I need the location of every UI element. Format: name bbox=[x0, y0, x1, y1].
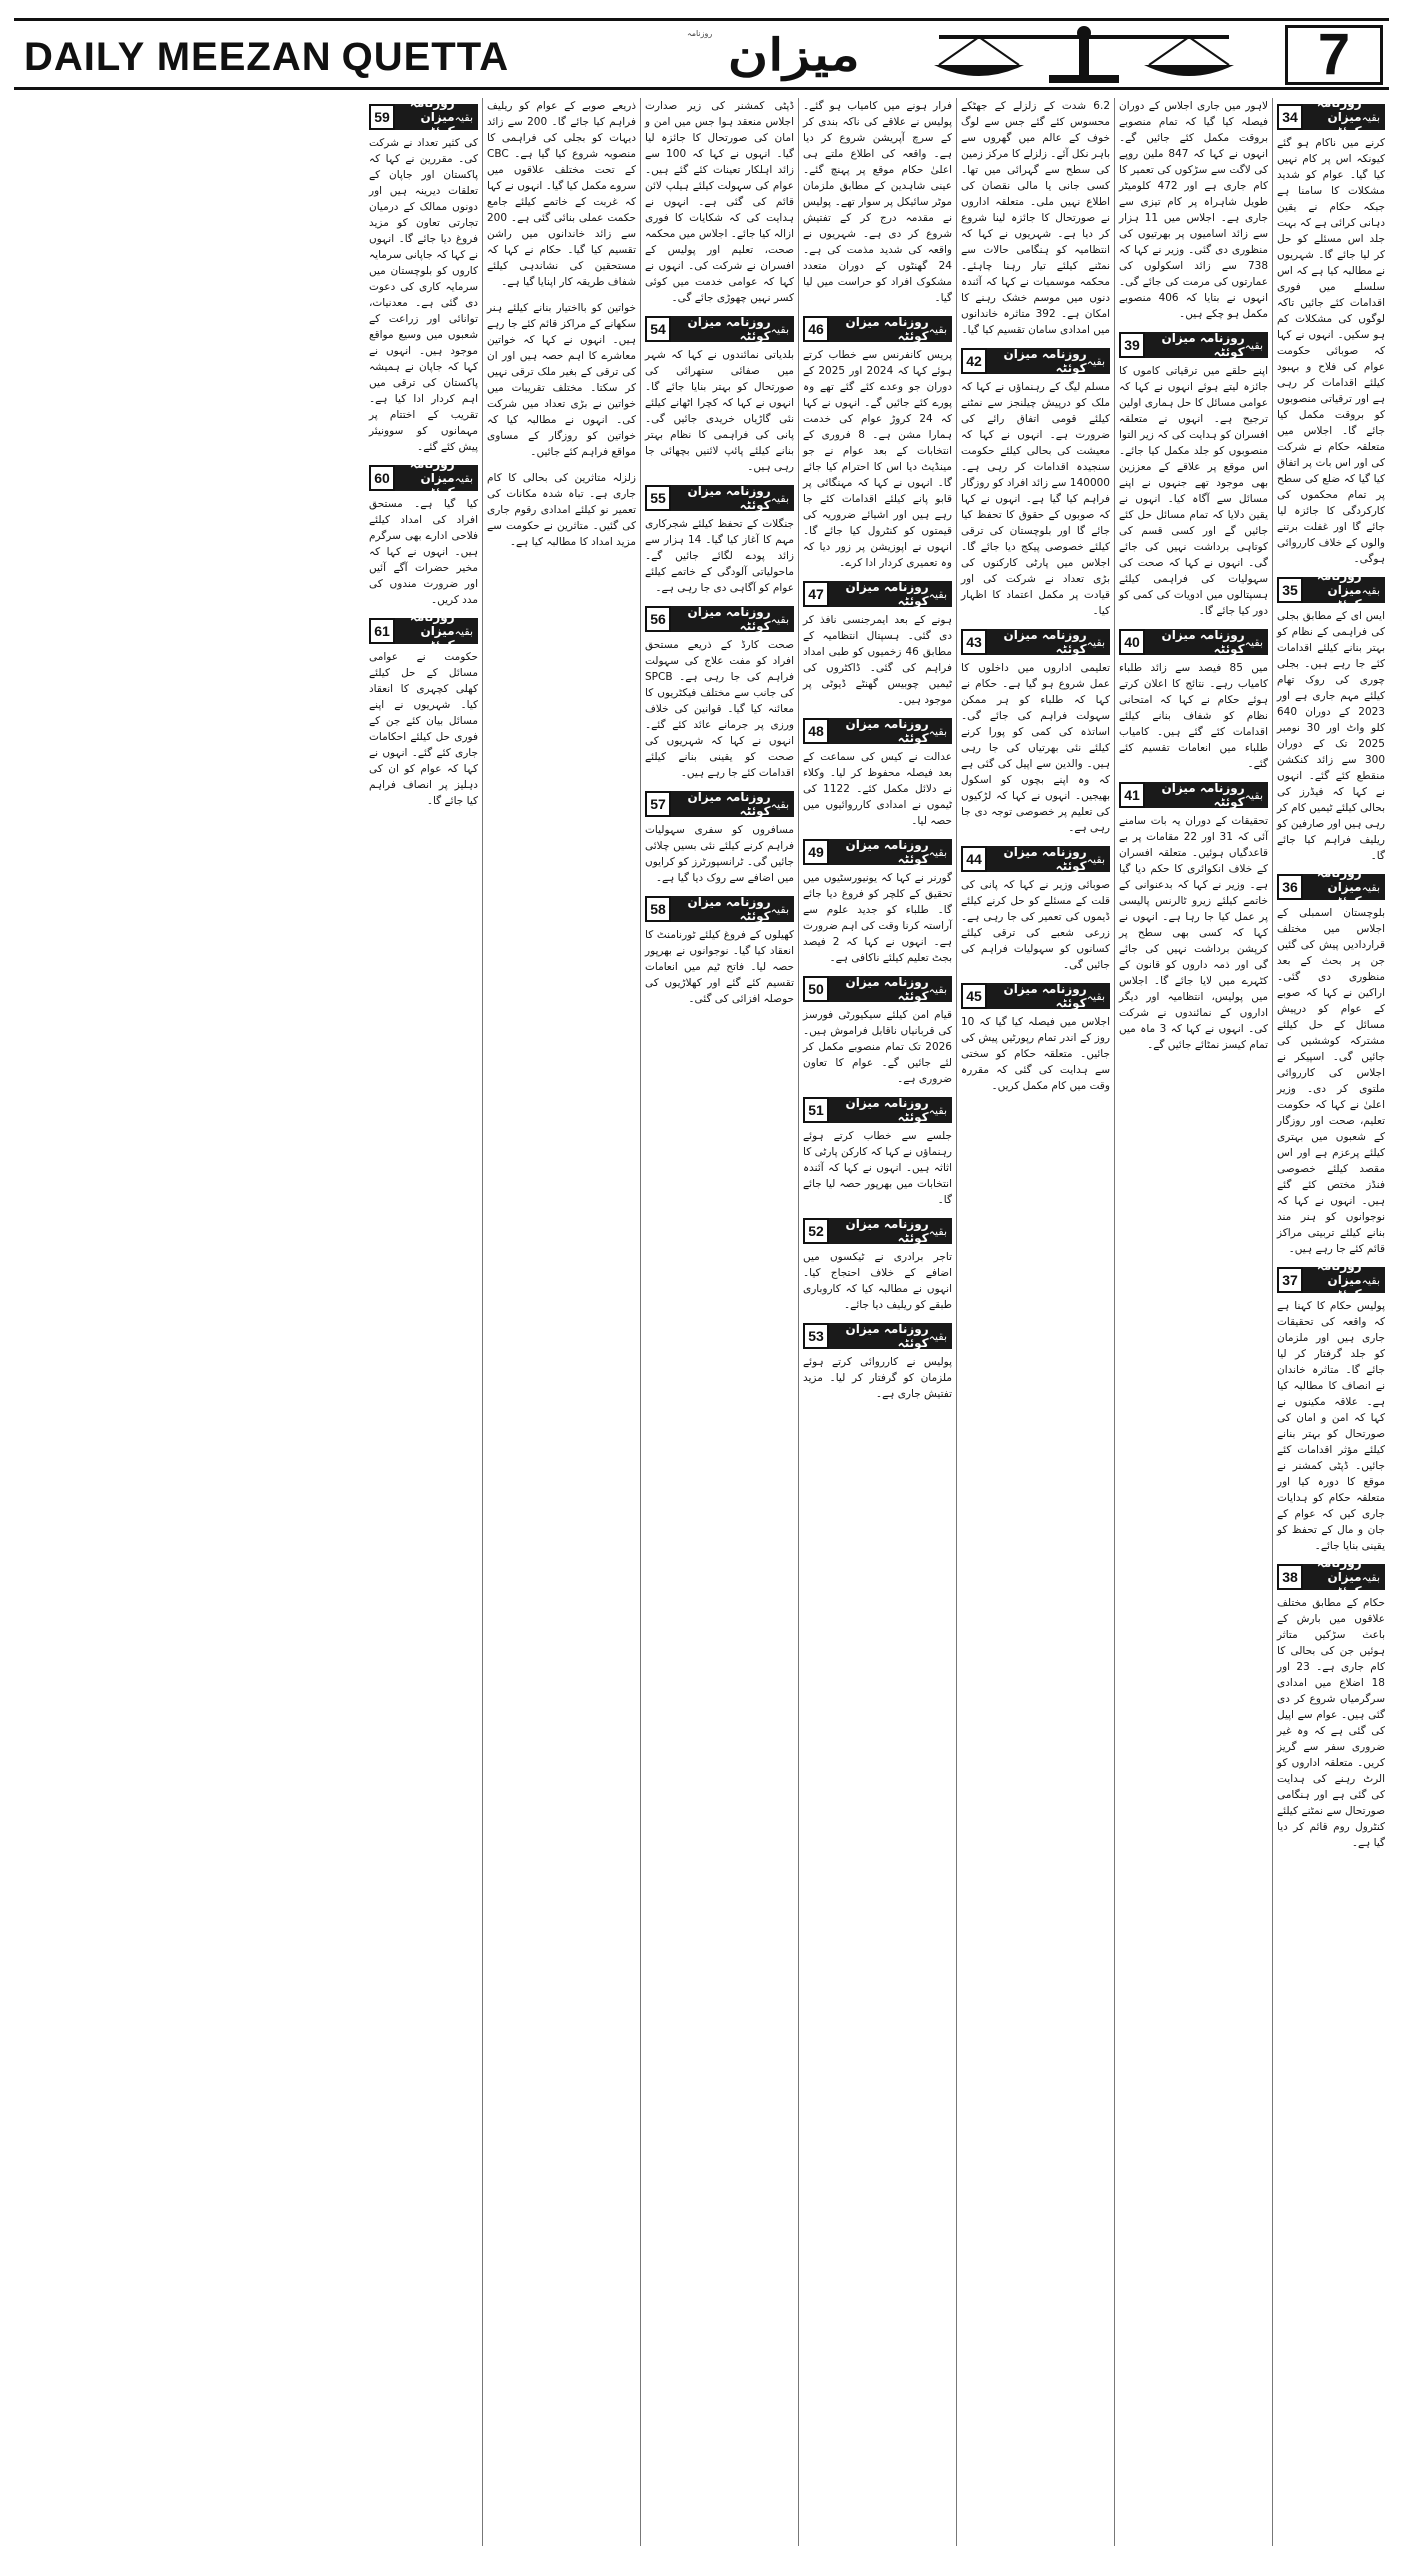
story-heading bbox=[803, 1097, 952, 1123]
story-kicker-label: بقیہ bbox=[1361, 1570, 1380, 1584]
story-kicker bbox=[395, 457, 478, 499]
story-source: روزنامہ میزان کوئٹہ bbox=[409, 457, 455, 499]
story-source: روزنامہ میزان کوئٹہ bbox=[409, 610, 455, 652]
story-number: 38 bbox=[1277, 1564, 1303, 1590]
story-body: قیام امن کیلئے سیکیورٹی فورسز کی قربانیاں ناقابل فراموش ہیں۔ 2026 تک تمام منصوبے مکمل کر لئے جائیں گے۔ عوام کا تعاون ضروری ہے۔ bbox=[803, 1009, 952, 1085]
meezan-logo bbox=[669, 27, 919, 85]
story-number: 57 bbox=[645, 791, 671, 817]
story-source: روزنامہ میزان کوئٹہ bbox=[845, 315, 929, 343]
newspaper-title: DAILY MEEZAN bbox=[24, 35, 332, 79]
story-source: روزنامہ میزان کوئٹہ bbox=[687, 315, 771, 343]
story-source: روزنامہ میزان کوئٹہ bbox=[1003, 347, 1087, 375]
story-kicker-label: بقیہ bbox=[1244, 635, 1263, 649]
story-number: 47 bbox=[803, 581, 829, 607]
news-story bbox=[1277, 1259, 1385, 1554]
story-kicker-label: بقیہ bbox=[454, 624, 473, 638]
story-kicker bbox=[1303, 98, 1385, 138]
story-heading bbox=[803, 1218, 952, 1244]
news-story bbox=[1119, 782, 1268, 1053]
story-kicker bbox=[829, 1323, 952, 1349]
story-heading bbox=[1119, 629, 1268, 655]
news-story bbox=[487, 470, 636, 550]
story-body: صحت کارڈ کے ذریعے مستحق افراد کو مفت علاج کی سہولت فراہم کی جا رہی ہے۔ SPCB کی جانب سے مختلف فیکٹریوں کا معائنہ کیا گیا۔ قوانین کی خلاف ورزی پر جرمانے عائد کئے گئے۔ انہوں نے کہا کہ شہریوں کی صحت کو یقینی بنانے کیلئے اقدامات کئے جا رہے ہیں۔ bbox=[645, 639, 794, 779]
story-kicker bbox=[395, 610, 478, 652]
story-kicker-label: بقیہ bbox=[928, 845, 947, 859]
news-story bbox=[803, 839, 952, 966]
story-body: تاجر برادری نے ٹیکسوں میں اضافے کے خلاف احتجاج کیا۔ انہوں نے مطالبہ کیا کہ کاروباری طبقے کو ریلیف دیا جائے۔ bbox=[803, 1251, 952, 1311]
story-number: 41 bbox=[1119, 782, 1145, 808]
story-kicker bbox=[987, 629, 1110, 655]
news-story bbox=[961, 629, 1110, 836]
story-heading bbox=[961, 348, 1110, 374]
story-heading bbox=[1119, 782, 1268, 808]
story-body: فرار ہونے میں کامیاب ہو گئے۔ پولیس نے علاقے کی ناکہ بندی کر کے سرچ آپریشن شروع کر دیا ہے۔ واقعہ کی اطلاع ملتے ہی اعلیٰ حکام موقع پر پہنچ گئے۔ عینی شاہدین کے مطابق ملزمان موٹر سائیکل پر سوار تھے۔ پولیس نے مقدمہ درج کر کے تفتیش شروع کر دی ہے۔ شہریوں نے واقعہ کی شدید مذمت کی ہے۔ 24 گھنٹوں کے دوران متعدد مشکوک افراد کو حراست میں لیا گیا۔ bbox=[803, 100, 952, 304]
story-number: 59 bbox=[369, 104, 395, 130]
story-kicker bbox=[1145, 782, 1268, 808]
story-heading bbox=[369, 98, 478, 138]
story-body: پولیس حکام کا کہنا ہے کہ واقعہ کی تحقیقات جاری ہیں اور ملزمان کو جلد گرفتار کر لیا جائے گا۔ متاثرہ خاندان نے انصاف کا مطالبہ کیا ہے۔ علاقہ مکینوں نے کہا کہ امن و امان کی صورتحال کو بہتر بنانے کیلئے مؤثر اقدامات کئے جائیں۔ ڈپٹی کمشنر نے موقع کا دورہ کیا اور متعلقہ حکام کو ہدایات جاری کیں کہ عوام کے جان و مال کے تحفظ کو یقینی بنایا جائے۔ bbox=[1277, 1300, 1385, 1552]
story-heading bbox=[803, 581, 952, 607]
story-body: اپنے حلقے میں ترقیاتی کاموں کا جائزہ لیتے ہوئے انہوں نے کہا کہ عوامی مسائل کا حل ہماری اولین ترجیح ہے۔ انہوں نے متعلقہ افسران کو ہدایت کی کہ زیر التوا منصوبوں کو جلد مکمل کیا جائے۔ اس موقع پر علاقے کے معززین بھی موجود تھے جنہوں نے اپنے مسائل سے آگاہ کیا۔ انہوں نے یقین دلایا کہ تمام مسائل حل کئے جائیں گے اور کسی قسم کی کوتاہی برداشت نہیں کی جائے گی۔ انہوں نے کہا کہ صحت کی سہولیات کی فراہمی کیلئے ہسپتالوں میں ادویات کی کمی کو دور کیا جائے گا۔ bbox=[1119, 365, 1268, 617]
news-story bbox=[803, 1097, 952, 1208]
news-story bbox=[645, 606, 794, 781]
news-story bbox=[487, 98, 636, 290]
story-heading bbox=[961, 846, 1110, 872]
story-body: ایس ای کے مطابق بجلی کی فراہمی کے نظام کو بہتر بنانے کیلئے اقدامات کئے جا رہے ہیں۔ بجلی چوری کی روک تھام کیلئے مہم جاری ہے اور 2023 کے دوران 640 کلو واٹ اور 30 نومبر 2025 تک کے دوران 300 سے زائد کنکشن منقطع کئے گئے۔ انہوں نے کہا کہ فیڈرز کی بحالی کیلئے ٹیمیں کام کر رہی ہیں اور صارفین کو ریلیف فراہم کیا جائے گا۔ bbox=[1277, 610, 1385, 862]
story-source: روزنامہ میزان کوئٹہ bbox=[1316, 569, 1362, 611]
story-body: کی کثیر تعداد نے شرکت کی۔ مقررین نے کہا کہ پاکستان اور جاپان کے تعلقات دیرینہ ہیں اور دونوں ممالک کے درمیان تجارتی تعاون کو مزید فروغ دیا جائے گا۔ انہوں نے کہا کہ جاپانی سرمایہ کاروں کو بلوچستان میں سرمایہ کاری کی دعوت دی گئی ہے۔ معدنیات، توانائی اور زراعت کے شعبوں میں وسیع مواقع موجود ہیں۔ انہوں نے کہا کہ جاپان نے ہمیشہ پاکستان کی ترقی میں اہم کردار ادا کیا ہے۔ تقریب کے اختتام پر مہمانوں کو سوونیئر پیش کئے گئے۔ bbox=[369, 137, 478, 453]
story-number: 52 bbox=[803, 1218, 829, 1244]
story-body: صوبائی وزیر نے کہا کہ پانی کی قلت کے مسئلے کو حل کرنے کیلئے ڈیموں کی تعمیر کی جا رہی ہے۔ زرعی شعبے کی ترقی کیلئے کسانوں کو سہولیات فراہم کی جائیں گی۔ bbox=[961, 879, 1110, 971]
story-number: 56 bbox=[645, 606, 671, 632]
story-number: 53 bbox=[803, 1323, 829, 1349]
story-body: اجلاس میں فیصلہ کیا گیا کہ 10 روز کے اندر تمام رپورٹیں پیش کی جائیں۔ متعلقہ حکام کو سختی سے ہدایت کی گئی کہ مقررہ وقت میں کام مکمل کریں۔ bbox=[961, 1016, 1110, 1092]
news-column bbox=[956, 98, 1114, 2546]
story-kicker bbox=[671, 896, 794, 922]
story-body: تحقیقات کے دوران یہ بات سامنے آئی کہ 31 اور 22 مقامات پر بے قاعدگیاں ہوئیں۔ متعلقہ افسران کے خلاف انکوائری کا حکم دیا گیا ہے۔ وزیر نے کہا کہ بدعنوانی کے خاتمے کیلئے زیرو ٹالرنس پالیسی پر عمل کیا جا رہا ہے۔ انہوں نے کہا کہ کسی بھی سطح پر کرپشن برداشت نہیں کی جائے گی اور ذمہ داروں کو قانون کے کٹہرے میں لایا جائے گا۔ اجلاس میں پولیس، انتظامیہ اور دیگر اداروں کے نمائندوں نے شرکت کی۔ انہوں نے کہا کہ 3 ماہ میں تمام کیسز نمٹائے جائیں گے۔ bbox=[1119, 815, 1269, 1051]
story-kicker-label: بقیہ bbox=[1361, 110, 1380, 124]
story-heading bbox=[1277, 1556, 1385, 1598]
story-heading bbox=[369, 610, 478, 652]
news-story bbox=[803, 976, 952, 1087]
story-body: 6.2 شدت کے زلزلے کے جھٹکے محسوس کئے گئے جس سے لوگ خوف کے عالم میں گھروں سے باہر نکل آئے۔ زلزلے کا مرکز زمین کی سطح سے گہرائی میں تھا۔ کسی جانی یا مالی نقصان کی اطلاع نہیں ملی۔ متعلقہ اداروں نے صورتحال کا جائزہ لینا شروع کر دیا ہے۔ شہریوں نے کہا کہ انتظامیہ کو ہنگامی حالات سے نمٹنے کیلئے تیار رہنا چاہئے۔ محکمہ موسمیات نے کہا کہ آئندہ دنوں میں موسم خشک رہنے کا امکان ہے۔ 392 متاثرہ خاندانوں میں امدادی سامان تقسیم کیا گیا۔ bbox=[961, 100, 1110, 336]
masthead bbox=[14, 18, 1389, 90]
story-kicker bbox=[987, 348, 1110, 374]
story-source: روزنامہ میزان کوئٹہ bbox=[1316, 1556, 1362, 1598]
story-kicker bbox=[829, 839, 952, 865]
story-kicker-label: بقیہ bbox=[1086, 635, 1105, 649]
story-kicker bbox=[1303, 1259, 1385, 1301]
story-number: 35 bbox=[1277, 577, 1303, 603]
story-source: روزنامہ میزان کوئٹہ bbox=[845, 1096, 929, 1124]
story-kicker bbox=[829, 1097, 952, 1123]
story-number: 61 bbox=[369, 618, 395, 644]
story-kicker bbox=[987, 983, 1110, 1009]
logo-text: میزان bbox=[727, 30, 861, 81]
story-kicker bbox=[671, 791, 794, 817]
story-body: ہونے کے بعد ایمرجنسی نافذ کر دی گئی۔ ہسپتال انتظامیہ کے مطابق 46 زخمیوں کو طبی امداد فراہم کی گئی۔ ڈاکٹروں کی ٹیمیں چوبیس گھنٹے ڈیوٹی پر موجود ہیں۔ bbox=[803, 614, 952, 706]
story-source: روزنامہ میزان کوئٹہ bbox=[1316, 98, 1362, 138]
story-kicker-label: بقیہ bbox=[928, 1224, 947, 1238]
story-heading bbox=[369, 457, 478, 499]
story-source: روزنامہ میزان کوئٹہ bbox=[845, 838, 929, 866]
story-kicker bbox=[671, 485, 794, 511]
story-source: روزنامہ میزان کوئٹہ bbox=[687, 895, 771, 923]
story-kicker bbox=[1303, 866, 1385, 908]
story-body: کرنے میں ناکام ہو گئے کیونکہ اس پر کام نہیں کیا گیا۔ عوام کو شدید مشکلات کا سامنا ہے جبکہ حکام نے یقین دہانی کرائی ہے کہ بہت جلد اس مسئلے کو حل کر لیا جائے گا۔ شہریوں نے مطالبہ کیا ہے کہ اس سلسلے میں فوری اقدامات کئے جائیں تاکہ لوگوں کی مشکلات کم ہو سکیں۔ انہوں نے کہا کہ صوبائی حکومت عوام کی فلاح و بہبود کیلئے اقدامات کر رہی ہے اور ترقیاتی منصوبوں کو بروقت مکمل کیا جائے گا۔ اجلاس میں متعلقہ حکام نے شرکت کی اور اس بات پر اتفاق کیا گیا کہ ضلع کی سطح پر تمام محکموں کی کارکردگی کا جائزہ لیا جائے گا اور غفلت برتنے والوں کے خلاف کارروائی ہوگی۔ bbox=[1277, 137, 1385, 565]
story-source: روزنامہ میزان کوئٹہ bbox=[1316, 1259, 1362, 1301]
news-story bbox=[1277, 98, 1385, 567]
story-number: 36 bbox=[1277, 874, 1303, 900]
story-body: پولیس نے کارروائی کرتے ہوئے ملزمان کو گرفتار کر لیا۔ مزید تفتیش جاری ہے۔ bbox=[803, 1356, 952, 1400]
story-kicker bbox=[829, 316, 952, 342]
story-kicker-label: بقیہ bbox=[454, 110, 473, 124]
story-kicker-label: بقیہ bbox=[928, 1103, 947, 1117]
news-story bbox=[645, 316, 794, 475]
news-story bbox=[369, 610, 478, 809]
story-body: ڈپٹی کمشنر کی زیر صدارت اجلاس منعقد ہوا جس میں امن و امان کی صورتحال کا جائزہ لیا گیا۔ انہوں نے کہا کہ 100 سے زائد اہلکار تعینات کئے گئے ہیں۔ عوام کی سہولت کیلئے ہیلپ لائن قائم کی گئی ہے۔ انہوں نے ہدایت کی کہ شکایات کا فوری ازالہ کیا جائے۔ اجلاس میں محکمہ صحت، تعلیم اور پولیس کے افسران نے شرکت کی۔ انہوں نے کہا کہ عوامی خدمت میں کوئی کسر نہیں چھوڑی جائے گی۔ bbox=[645, 100, 794, 304]
story-kicker-label: بقیہ bbox=[770, 322, 789, 336]
news-story bbox=[803, 1323, 952, 1402]
story-body: حکومت نے عوامی مسائل کے حل کیلئے کھلی کچہری کا انعقاد کیا۔ شہریوں نے اپنے مسائل بیان کئے جن کے فوری حل کیلئے احکامات جاری کئے گئے۔ انہوں نے کہا کہ عوام کو ان کی دہلیز پر انصاف فراہم کیا جائے گا۔ bbox=[369, 651, 478, 807]
newspaper-city: QUETTA bbox=[341, 35, 510, 79]
story-body: خواتین کو بااختیار بنانے کیلئے ہنر سکھانے کے مراکز قائم کئے جا رہے ہیں۔ انہوں نے کہا کہ خواتین معاشرے کا اہم حصہ ہیں اور ان کی ترقی کے بغیر ملک ترقی نہیں کر سکتا۔ مختلف تقریبات میں خواتین نے بڑی تعداد میں شرکت کی۔ انہوں نے مطالبہ کیا کہ خواتین کو روزگار کے مساوی مواقع فراہم کئے جائیں۔ bbox=[487, 302, 636, 458]
story-kicker-label: بقیہ bbox=[1244, 338, 1263, 352]
news-column bbox=[798, 98, 956, 2546]
story-kicker-label: بقیہ bbox=[1086, 989, 1105, 1003]
story-heading bbox=[961, 983, 1110, 1009]
story-body: تعلیمی اداروں میں داخلوں کا عمل شروع ہو گیا ہے۔ حکام نے کہا کہ طلباء کو ہر ممکن سہولت فراہم کی جائے گی۔ اساتذہ کی کمی کو پورا کرنے کیلئے نئی بھرتیاں کی جا رہی ہیں۔ والدین سے اپیل کی گئی ہے کہ وہ اپنے بچوں کو اسکول بھیجیں۔ انہوں نے کہا کہ لڑکیوں کی تعلیم پر خصوصی توجہ دی جا رہی ہے۔ bbox=[961, 662, 1110, 834]
news-story bbox=[803, 718, 952, 829]
story-source: روزنامہ میزان کوئٹہ bbox=[1161, 781, 1245, 809]
story-number: 40 bbox=[1119, 629, 1145, 655]
story-body: لاہور میں جاری اجلاس کے دوران فیصلہ کیا گیا کہ تمام منصوبے بروقت مکمل کئے جائیں گے۔ انہوں نے کہا کہ 847 ملین روپے کی لاگت سے سڑکوں کی تعمیر کا کام جاری ہے اور 472 کلومیٹر طویل شاہراہ پر کام تیزی سے جاری ہے۔ اجلاس میں 11 ہزار سے زائد اسامیوں پر بھرتیوں کی منظوری دی گئی۔ وزیر نے کہا کہ 738 سے زائد اسکولوں کی عمارتوں کی مرمت کی جائے گی۔ انہوں نے بتایا کہ 406 منصوبے مکمل ہو چکے ہیں۔ bbox=[1119, 100, 1268, 320]
story-kicker-label: بقیہ bbox=[1361, 1273, 1380, 1287]
story-kicker-label: بقیہ bbox=[1086, 354, 1105, 368]
story-number: 42 bbox=[961, 348, 987, 374]
story-kicker-label: بقیہ bbox=[1244, 788, 1263, 802]
news-story bbox=[645, 98, 794, 306]
story-kicker bbox=[671, 606, 794, 632]
story-source: روزنامہ میزان کوئٹہ bbox=[1003, 845, 1087, 873]
story-source: روزنامہ میزان کوئٹہ bbox=[1003, 628, 1087, 656]
news-story bbox=[369, 98, 478, 455]
story-body: جنگلات کے تحفظ کیلئے شجرکاری مہم کا آغاز کیا گیا۔ 14 ہزار سے زائد پودے لگائے جائیں گے۔ ماحولیاتی آلودگی کے خاتمے کیلئے عوام کو آگاہی دی جا رہی ہے۔ bbox=[645, 518, 795, 594]
story-number: 39 bbox=[1119, 332, 1145, 358]
story-kicker bbox=[395, 98, 478, 138]
story-kicker bbox=[671, 316, 794, 342]
news-story bbox=[961, 846, 1110, 973]
story-kicker bbox=[1145, 332, 1268, 358]
story-kicker-label: بقیہ bbox=[928, 322, 947, 336]
news-story bbox=[1119, 98, 1268, 322]
story-body: مسافروں کو سفری سہولیات فراہم کرنے کیلئے نئی بسیں چلائی جائیں گی۔ ٹرانسپورٹرز کو کرایوں میں اضافے سے روک دیا گیا ہے۔ bbox=[645, 824, 794, 884]
story-kicker-label: بقیہ bbox=[770, 612, 789, 626]
story-number: 48 bbox=[803, 718, 829, 744]
news-story bbox=[645, 791, 794, 886]
newspaper-name bbox=[24, 35, 509, 80]
story-body: بلوچستان اسمبلی کے اجلاس میں مختلف قراردادیں پیش کی گئیں جن پر بحث کے بعد منظوری دی گئی۔ اراکین نے کہا کہ صوبے کے عوام کو درپیش مسائل کے حل کیلئے مشترکہ کوششیں کی جائیں گی۔ اسپیکر نے اجلاس کی کارروائی ملتوی کر دی۔ وزیر اعلیٰ نے کہا کہ حکومت تعلیم، صحت اور روزگار کے شعبوں میں بہتری کیلئے پرعزم ہے اور اس مقصد کیلئے خصوصی فنڈز مختص کئے گئے ہیں۔ انہوں نے کہا کہ نوجوانوں کو ہنر مند بنانے کیلئے تربیتی مراکز قائم کئے جا رہے ہیں۔ bbox=[1277, 907, 1385, 1255]
story-number: 45 bbox=[961, 983, 987, 1009]
news-column bbox=[1272, 98, 1389, 2546]
story-heading bbox=[803, 839, 952, 865]
news-column bbox=[482, 98, 640, 2546]
story-body: بلدیاتی نمائندوں نے کہا کہ شہر میں صفائی ستھرائی کی صورتحال کو بہتر بنایا جائے گا۔ انہوں نے کہا کہ کچرا اٹھانے کیلئے نئی گاڑیاں خریدی جائیں گی۔ پانی کی فراہمی کا نظام بہتر بنانے کیلئے پائپ لائنیں بچھائی جا رہی ہیں۔ bbox=[645, 349, 794, 473]
story-kicker-label: بقیہ bbox=[1361, 880, 1380, 894]
story-kicker bbox=[1145, 629, 1268, 655]
story-heading bbox=[803, 1323, 952, 1349]
story-kicker-label: بقیہ bbox=[928, 724, 947, 738]
story-heading bbox=[645, 896, 794, 922]
story-number: 50 bbox=[803, 976, 829, 1002]
news-story bbox=[803, 316, 952, 571]
story-kicker bbox=[829, 1218, 952, 1244]
story-body: کیا گیا ہے۔ مستحق افراد کی امداد کیلئے فلاحی ادارے بھی سرگرم ہیں۔ انہوں نے کہا کہ مخیر حضرات آگے آئیں اور ضرورت مندوں کی مدد کریں۔ bbox=[369, 498, 478, 606]
story-source: روزنامہ میزان کوئٹہ bbox=[845, 580, 929, 608]
story-number: 46 bbox=[803, 316, 829, 342]
story-heading bbox=[803, 976, 952, 1002]
story-source: روزنامہ میزان کوئٹہ bbox=[845, 975, 929, 1003]
story-number: 58 bbox=[645, 896, 671, 922]
story-source: روزنامہ میزان کوئٹہ bbox=[1161, 331, 1245, 359]
story-source: روزنامہ میزان کوئٹہ bbox=[1003, 982, 1087, 1010]
story-number: 43 bbox=[961, 629, 987, 655]
story-source: روزنامہ میزان کوئٹہ bbox=[687, 790, 771, 818]
story-kicker-label: بقیہ bbox=[770, 491, 789, 505]
story-kicker-label: بقیہ bbox=[770, 797, 789, 811]
story-source: روزنامہ میزان کوئٹہ bbox=[687, 605, 771, 633]
news-column bbox=[1114, 98, 1272, 2546]
story-kicker bbox=[987, 846, 1110, 872]
story-heading bbox=[645, 485, 794, 511]
story-heading bbox=[1277, 866, 1385, 908]
story-body: ذریعے صوبے کے عوام کو ریلیف فراہم کیا جائے گا۔ 200 سے زائد دیہات کو بجلی کی فراہمی کا منصوبہ شروع کیا گیا ہے۔ CBC کے تحت مختلف علاقوں میں سروے مکمل کیا گیا۔ انہوں نے کہا کہ غربت کے خاتمے کیلئے جامع حکمت عملی بنائی گئی ہے۔ 200 سے زائد خاندانوں میں راشن تقسیم کیا گیا۔ حکام نے کہا کہ مستحقین کی نشاندہی کیلئے شفاف طریقہ کار اپنایا گیا ہے۔ bbox=[487, 100, 636, 288]
story-body: مسلم لیگ کے رہنماؤں نے کہا کہ ملک کو درپیش چیلنجز سے نمٹنے کیلئے قومی اتفاق رائے کی ضرورت ہے۔ انہوں نے کہا کہ معیشت کی بحالی کیلئے حکومت سنجیدہ اقدامات کر رہی ہے۔ 140000 سے زائد افراد کو روزگار فراہم کیا گیا ہے۔ انہوں نے کہا کہ صوبوں کے حقوق کا تحفظ کیا جائے گا اور بلوچستان کی ترقی کیلئے خصوصی پیکج دیا جائے گا۔ اجلاس میں پارٹی کارکنوں کی بڑی تعداد نے شرکت کی اور قیادت پر مکمل اعتماد کا اظہار کیا۔ bbox=[961, 381, 1110, 617]
news-story bbox=[803, 581, 952, 708]
story-kicker bbox=[829, 718, 952, 744]
story-source: روزنامہ میزان کوئٹہ bbox=[1316, 866, 1362, 908]
story-kicker-label: بقیہ bbox=[770, 902, 789, 916]
story-source: روزنامہ میزان کوئٹہ bbox=[845, 1217, 929, 1245]
logo-tagline: روزنامہ bbox=[687, 29, 713, 38]
story-heading bbox=[1277, 1259, 1385, 1301]
story-kicker-label: بقیہ bbox=[1361, 583, 1380, 597]
news-story bbox=[645, 896, 794, 1007]
story-heading bbox=[645, 606, 794, 632]
story-kicker-label: بقیہ bbox=[928, 587, 947, 601]
story-heading bbox=[645, 791, 794, 817]
story-number: 55 bbox=[645, 485, 671, 511]
news-story bbox=[961, 983, 1110, 1094]
scales-of-justice-icon bbox=[919, 25, 1249, 87]
story-body: پریس کانفرنس سے خطاب کرتے ہوئے کہا کہ 2024 اور 2025 کے دوران جو وعدے کئے گئے تھے وہ پورے کئے جائیں گے۔ انہوں نے کہا کہ 24 کروڑ عوام کی خدمت ہمارا مشن ہے۔ 8 فروری کے انتخابات کے بعد عوام نے جو مینڈیٹ دیا اس کا احترام کیا جائے گا۔ انہوں نے کہا کہ مہنگائی پر قابو پانے کیلئے اقدامات کئے جا رہے ہیں اور اشیائے ضروریہ کی قیمتوں کو کنٹرول کیا جائے گا۔ انہوں نے اپوزیشن پر زور دیا کہ وہ تعمیری کردار ادا کرے۔ bbox=[803, 349, 953, 569]
story-source: روزنامہ میزان کوئٹہ bbox=[845, 1322, 929, 1350]
story-kicker-label: بقیہ bbox=[928, 1329, 947, 1343]
news-story bbox=[1277, 1556, 1385, 1851]
story-number: 37 bbox=[1277, 1267, 1303, 1293]
story-body: عدالت نے کیس کی سماعت کے بعد فیصلہ محفوظ کر لیا۔ وکلاء نے دلائل مکمل کئے۔ 1122 کی ٹیموں نے امدادی کارروائیوں میں حصہ لیا۔ bbox=[803, 751, 952, 827]
news-story bbox=[369, 457, 478, 608]
story-heading bbox=[803, 316, 952, 342]
story-heading bbox=[1277, 98, 1385, 138]
news-story bbox=[1119, 332, 1268, 619]
story-body: جلسے سے خطاب کرتے ہوئے رہنماؤں نے کہا کہ کارکن پارٹی کا اثاثہ ہیں۔ انہوں نے کہا کہ آئندہ انتخابات میں بھرپور حصہ لیا جائے گا۔ bbox=[803, 1130, 952, 1206]
story-number: 49 bbox=[803, 839, 829, 865]
story-kicker bbox=[1303, 1556, 1385, 1598]
story-kicker bbox=[829, 976, 952, 1002]
story-body: میں 85 فیصد سے زائد طلباء کامیاب رہے۔ نتائج کا اعلان کرتے ہوئے حکام نے کہا کہ امتحانی نظام کو شفاف بنانے کیلئے اقدامات کئے گئے ہیں۔ کامیاب طلباء میں انعامات تقسیم کئے گئے۔ bbox=[1119, 662, 1268, 770]
story-source: روزنامہ میزان کوئٹہ bbox=[409, 98, 455, 138]
story-body: زلزلہ متاثرین کی بحالی کا کام جاری ہے۔ تباہ شدہ مکانات کی تعمیر نو کیلئے امدادی رقوم جاری کی گئیں۔ متاثرین نے حکومت سے مزید امداد کا مطالبہ کیا ہے۔ bbox=[487, 472, 636, 548]
story-kicker bbox=[1303, 569, 1385, 611]
news-column bbox=[365, 98, 482, 2546]
story-kicker-label: بقیہ bbox=[1086, 852, 1105, 866]
story-source: روزنامہ میزان کوئٹہ bbox=[687, 484, 771, 512]
news-story bbox=[803, 98, 952, 306]
story-kicker-label: بقیہ bbox=[454, 471, 473, 485]
story-source: روزنامہ میزان کوئٹہ bbox=[845, 717, 929, 745]
news-story bbox=[803, 1218, 952, 1313]
news-story bbox=[961, 98, 1110, 338]
story-number: 51 bbox=[803, 1097, 829, 1123]
news-columns bbox=[14, 98, 1389, 2546]
story-heading bbox=[645, 316, 794, 342]
news-story bbox=[1119, 629, 1268, 772]
news-story bbox=[645, 485, 794, 596]
news-story bbox=[1277, 866, 1385, 1257]
story-number: 44 bbox=[961, 846, 987, 872]
story-heading bbox=[1119, 332, 1268, 358]
story-heading bbox=[1277, 569, 1385, 611]
story-heading bbox=[803, 718, 952, 744]
story-body: حکام کے مطابق مختلف علاقوں میں بارش کے باعث سڑکیں متاثر ہوئیں جن کی بحالی کا کام جاری ہے۔ 23 اور 18 اضلاع میں امدادی سرگرمیاں شروع کر دی گئی ہیں۔ عوام سے اپیل کی گئی ہے کہ وہ غیر ضروری سفر سے گریز کریں۔ متعلقہ اداروں کو الرٹ رہنے کی ہدایت کی گئی ہے اور ہنگامی صورتحال سے نمٹنے کیلئے کنٹرول روم قائم کر دیا گیا ہے۔ bbox=[1277, 1597, 1385, 1849]
page-number: 7 bbox=[1285, 25, 1383, 85]
story-kicker-label: بقیہ bbox=[928, 982, 947, 996]
story-body: کھیلوں کے فروغ کیلئے ٹورنامنٹ کا انعقاد کیا گیا۔ نوجوانوں نے بھرپور حصہ لیا۔ فاتح ٹیم میں انعامات تقسیم کئے گئے اور کھلاڑیوں کی حوصلہ افزائی کی گئی۔ bbox=[645, 929, 794, 1005]
story-kicker bbox=[829, 581, 952, 607]
story-source: روزنامہ میزان کوئٹہ bbox=[1161, 628, 1245, 656]
story-heading bbox=[961, 629, 1110, 655]
news-story bbox=[961, 348, 1110, 619]
story-number: 60 bbox=[369, 465, 395, 491]
news-story bbox=[487, 300, 636, 460]
story-number: 54 bbox=[645, 316, 671, 342]
news-column bbox=[640, 98, 798, 2546]
news-story bbox=[1277, 569, 1385, 864]
story-body: گورنر نے کہا کہ یونیورسٹیوں میں تحقیق کے کلچر کو فروغ دیا جائے گا۔ طلباء کو جدید علوم سے آراستہ کرنا وقت کی اہم ضرورت ہے۔ انہوں نے کہا کہ 2 فیصد بجٹ تعلیم کیلئے ناکافی ہے۔ bbox=[803, 872, 952, 964]
story-number: 34 bbox=[1277, 104, 1303, 130]
